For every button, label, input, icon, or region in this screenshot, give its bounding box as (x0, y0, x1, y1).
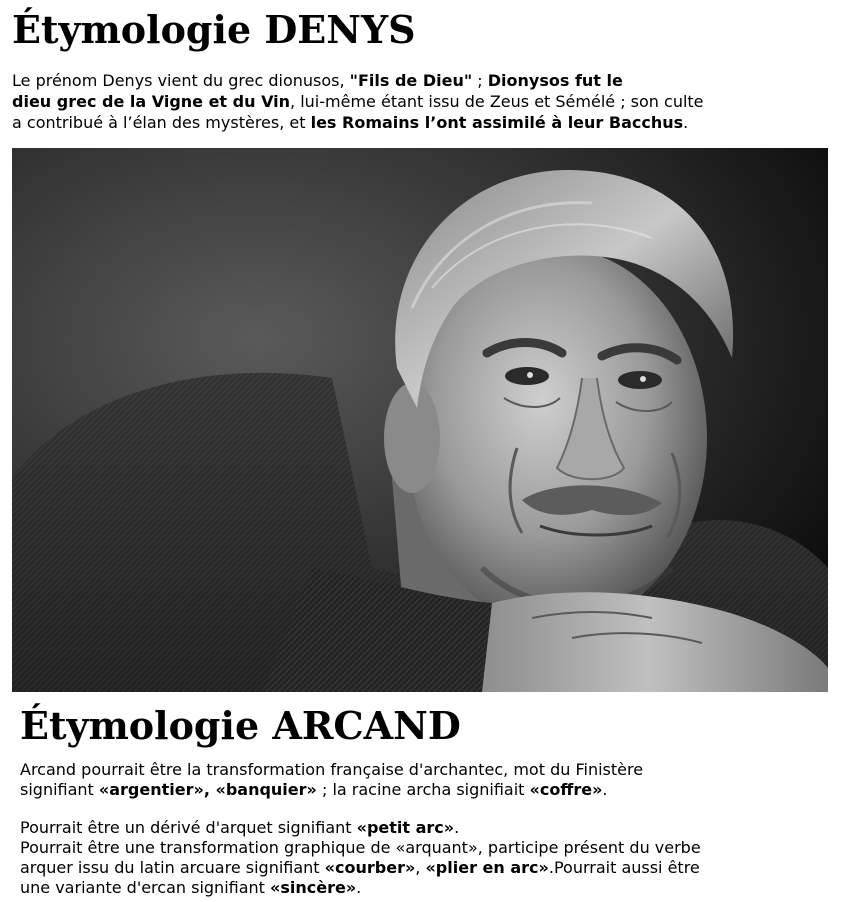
intro-bold-dionysos: Dionysos fut le (487, 71, 623, 90)
p2-text-7: une variante d'ercan signifiant (20, 878, 271, 897)
p1-text-2: signifiant (20, 780, 99, 799)
p1-bold-argentier: «argentier», «banquier» (98, 780, 317, 799)
arcand-paragraph-1 (20, 760, 820, 800)
p2-text-2: . (454, 818, 460, 837)
p2-text-6: .Pourrait aussi être (548, 858, 700, 877)
intro-text-4: a contribué à l’élan des mystères, et (12, 113, 311, 132)
intro-bold-fils-de-dieu: "Fils de Dieu" (349, 71, 473, 90)
intro-text-2: ; (472, 71, 488, 90)
p2-bold-petit-arc: «petit arc» (356, 818, 455, 837)
p2-bold-courber: «courber» (324, 858, 416, 877)
p1-text-4: . (602, 780, 608, 799)
p2-bold-plier-en-arc: «plier en arc» (425, 858, 549, 877)
p2-text-5: , (415, 858, 426, 877)
p2-text-4: arquer issu du latin arcuare signifiant (20, 858, 325, 877)
intro-text-1: Le prénom Denys vient du grec dionusos, (12, 71, 350, 90)
intro-bold-romains: les Romains l’ont assimilé à leur Bacchus (310, 113, 684, 132)
p1-text-1: Arcand pourrait être la transformation française d'archantec, mot du Finistère (20, 760, 644, 779)
p1-bold-coffre: «coffre» (529, 780, 603, 799)
p2-text-3: Pourrait être une transformation graphique de «arquant», participe présent du verbe (20, 838, 701, 857)
portrait-photo (12, 148, 828, 692)
p1-text-3: ; la racine archa signifiait (316, 780, 530, 799)
p2-text-1: Pourrait être un dérivé d'arquet signifiant (20, 818, 357, 837)
intro-paragraph-denys (12, 70, 822, 133)
page-title-denys: Étymologie DENYS (12, 7, 416, 52)
arcand-paragraph-2 (20, 818, 820, 898)
intro-text-3: , lui-même étant issu de Zeus et Sémélé ; son culte (290, 92, 704, 111)
intro-bold-dieu-grec: dieu grec de la Vigne et du Vin (12, 92, 291, 111)
intro-text-5: . (683, 113, 689, 132)
p2-text-8: . (356, 878, 362, 897)
page-title-arcand: Étymologie ARCAND (20, 703, 461, 748)
p2-bold-sincere: «sincère» (270, 878, 357, 897)
